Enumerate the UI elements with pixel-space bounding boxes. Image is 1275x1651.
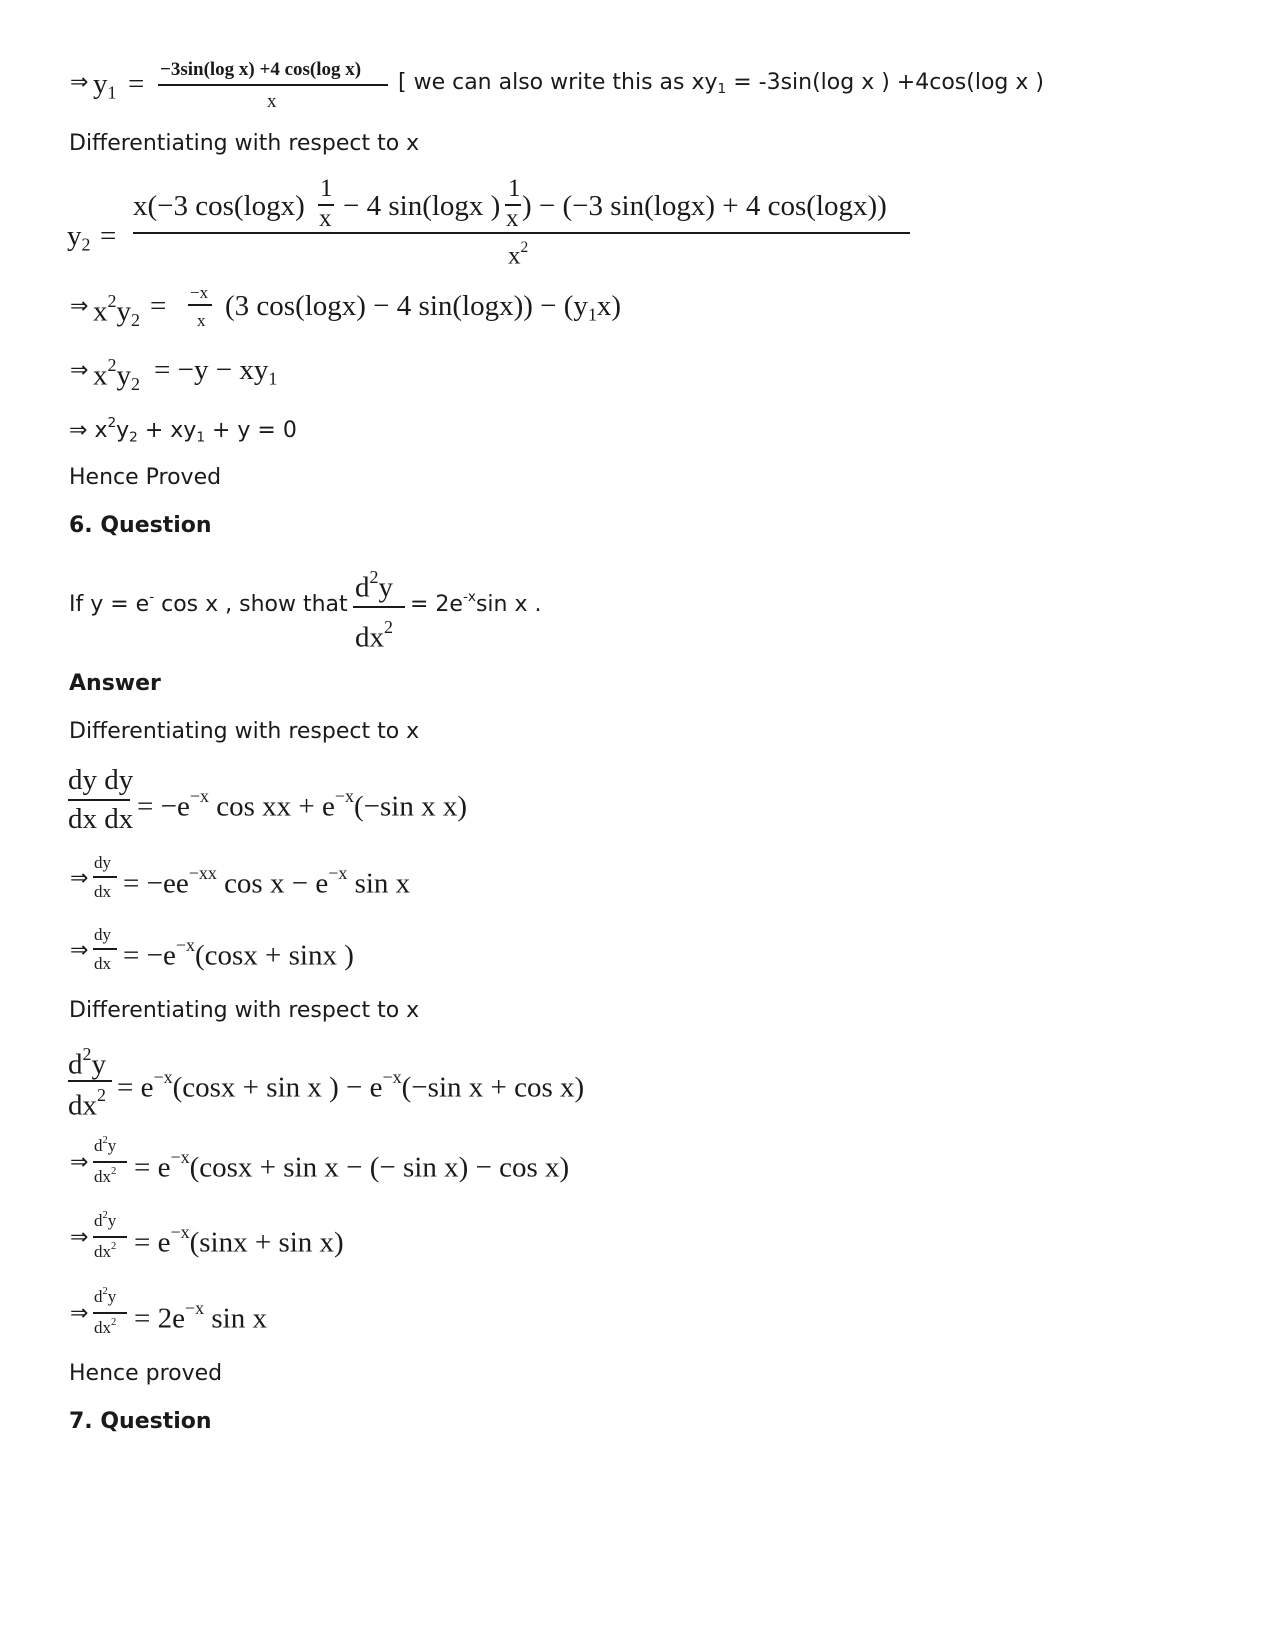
a7-rhs: = $2e^{-x}$ sin x [134, 1298, 267, 1335]
a1-rhs: = $-e^{-x}$ cos xx + $e^{-x}(-\sin$ x x) [137, 786, 467, 823]
implies-arrow: ⇒ [70, 866, 89, 891]
a4-frac-num: $d^2y$ [68, 1044, 106, 1081]
fraction-bar [93, 1236, 127, 1238]
a4-frac-den: $dx^2$ [68, 1085, 106, 1122]
a4-rhs: = $e^{-x}(\cos x + \sin x$ ) − $e^{-x}(-\sin$ x + cos x) [117, 1067, 585, 1104]
implies-arrow: ⇒ [70, 1150, 89, 1175]
a3-frac-num: dy [94, 925, 111, 944]
a3-rhs: = $-e^{-x}(\cos x + \sin x$ ) [123, 935, 354, 972]
fraction-bar [93, 876, 117, 878]
y2-frac1-den: x [319, 205, 332, 232]
question-6-title: 6. Question [69, 513, 212, 538]
a2-frac-num: dy [94, 853, 111, 872]
fraction-bar [68, 1080, 112, 1082]
y2-numerator-b: − 4 sin(logx ) [343, 190, 501, 222]
a1-frac-den: dx dx [68, 803, 134, 835]
y2-denominator: $x^2$ [508, 239, 529, 270]
q6-text: If y = e- cos x , show that [69, 589, 348, 618]
question-7-title: 7. Question [69, 1409, 212, 1434]
a6-frac-den: $dx^2$ [94, 1241, 117, 1261]
fraction-bar [93, 1312, 127, 1314]
line4-lhs: $x^2y_2$ [93, 355, 140, 394]
y2-lhs: $y_2$ [67, 220, 91, 255]
equals-sign: = [150, 290, 167, 322]
equals-sign: = [128, 68, 145, 100]
text-differentiating-2: Differentiating with respect to x [69, 719, 420, 744]
line3-rhs: (3 cos(logx) − 4 $\sin(\log x)) - (y_1x)$ [225, 290, 622, 325]
implies-arrow: ⇒ [70, 70, 89, 95]
a7-frac-num: $d^2y$ [94, 1286, 117, 1306]
line3-frac-num: −x [190, 283, 209, 302]
a5-frac-den: $dx^2$ [94, 1166, 117, 1186]
y1-note: [ we can also write this as $xy_1 = -3\sin(\log$ x ) +4cos(log x ) [398, 70, 1044, 98]
line4-rhs: = $-y - xy_1$ [154, 354, 278, 389]
fraction-bar [68, 799, 130, 801]
line3-lhs: $x^2y_2$ [93, 291, 140, 330]
a3-frac-den: dx [94, 954, 111, 973]
a1-frac-num: dy dy [68, 764, 134, 796]
implies-arrow: ⇒ [70, 1225, 89, 1250]
y2-numerator-c: ) − (−3 sin(logx) + 4 cos(logx)) [522, 190, 887, 222]
fraction-bar [93, 948, 117, 950]
a7-frac-den: $dx^2$ [94, 1317, 117, 1337]
a5-frac-num: $d^2y$ [94, 1135, 117, 1155]
y1-denominator: x [267, 91, 277, 112]
a2-rhs: = $-ee^{-xx}$ $\cos x - e^{-x}$ sin x [123, 863, 411, 900]
y1-lhs: $y_1$ [93, 68, 117, 103]
line3-frac-den: x [197, 311, 206, 330]
text-hence-proved-1: Hence Proved [69, 465, 222, 490]
implies-arrow: ⇒ [70, 358, 89, 383]
equals-sign: = [100, 220, 117, 252]
y1-numerator: −3sin(log x) +4 cos(log x) [160, 59, 362, 80]
y2-frac2-num: 1 [508, 175, 521, 202]
q6-frac-num: $d^2y$ [355, 567, 393, 604]
fraction-bar [93, 1161, 127, 1163]
equation-line5: ⇒ $x^2y_2 + xy_1 + y = 0$ [69, 415, 297, 446]
implies-arrow: ⇒ [70, 938, 89, 963]
answer-label: Answer [69, 671, 161, 696]
implies-arrow: ⇒ [70, 1301, 89, 1326]
text-differentiating-1: Differentiating with respect to x [69, 131, 420, 156]
text-hence-proved-2: Hence proved [69, 1361, 223, 1386]
a6-rhs: = $e^{-x}(\sin x + \sin x)$ [134, 1222, 344, 1259]
y2-numerator-a: x(−3 cos(logx) [133, 190, 305, 222]
fraction-bar [158, 84, 388, 86]
a6-frac-num: $d^2y$ [94, 1210, 117, 1230]
y2-frac2-den: x [506, 205, 519, 232]
fraction-bar [188, 304, 212, 306]
implies-arrow: ⇒ [70, 294, 89, 319]
y2-frac1-num: 1 [320, 175, 333, 202]
q6-rhs: = $2e^{-x}\sin$ x . [410, 589, 542, 618]
a5-rhs: = $e^{-x}(\cos x + \sin x$ − (− sin x) − cos x) [134, 1147, 570, 1184]
fraction-bar [353, 606, 405, 608]
text-differentiating-3: Differentiating with respect to x [69, 998, 420, 1023]
q6-frac-den: $dx^2$ [355, 617, 393, 654]
fraction-bar [133, 232, 910, 234]
a2-frac-den: dx [94, 882, 111, 901]
